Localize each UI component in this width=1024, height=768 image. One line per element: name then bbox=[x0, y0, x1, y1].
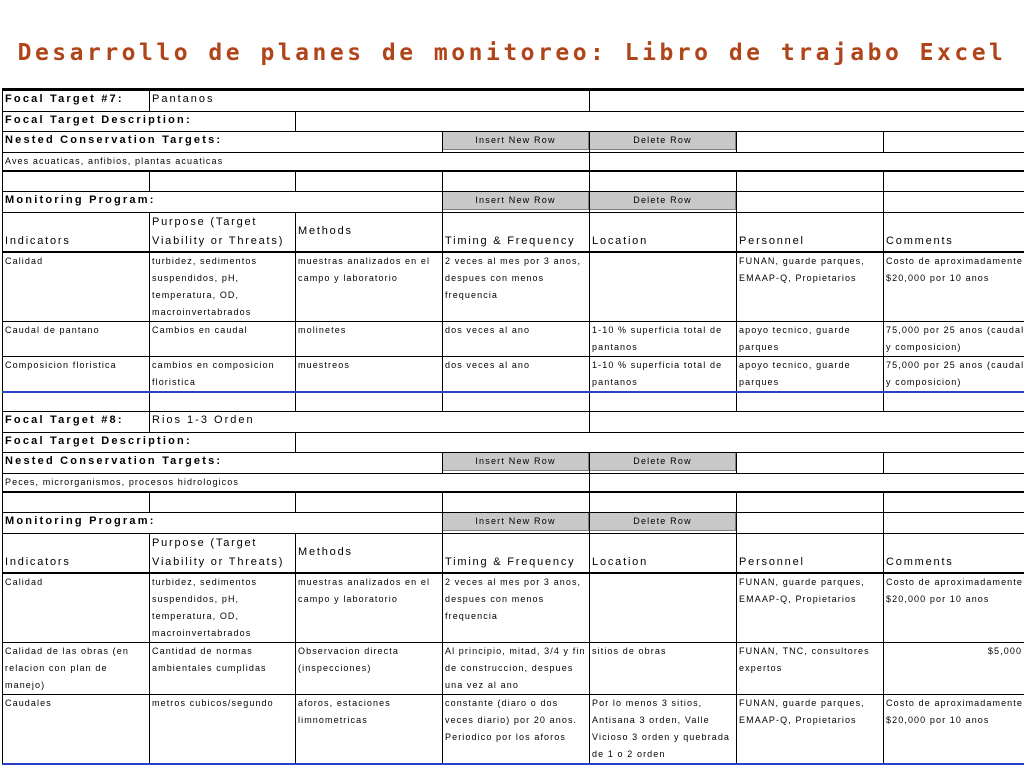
location-cell[interactable] bbox=[590, 252, 737, 322]
insert-row-button[interactable]: Insert New Row bbox=[443, 513, 589, 531]
timing-cell[interactable]: 2 veces al mes por 3 anos, despues con menos frequencia bbox=[443, 252, 590, 322]
cell[interactable] bbox=[884, 453, 1024, 474]
purpose-cell[interactable]: turbidez, sedimentos suspendidos, pH, temperatura, OD, macroinvertabrados bbox=[150, 573, 296, 643]
table-row bbox=[3, 642, 1024, 694]
cell[interactable] bbox=[3, 392, 150, 412]
insert-row-button[interactable]: Insert New Row bbox=[443, 453, 589, 471]
cell[interactable] bbox=[590, 392, 737, 412]
insert-row-button[interactable]: Insert New Row bbox=[443, 192, 589, 210]
monitoring-table bbox=[2, 90, 1024, 765]
cell[interactable] bbox=[443, 392, 590, 412]
timing-cell[interactable]: 2 veces al mes por 3 anos, despues con menos frequencia bbox=[443, 573, 590, 643]
cell[interactable] bbox=[884, 392, 1024, 412]
cell[interactable] bbox=[737, 453, 884, 474]
monitoring-label-8: Monitoring Program: bbox=[3, 512, 443, 533]
col-indicators: Indicators bbox=[3, 533, 150, 573]
personnel-cell[interactable]: FUNAN, guarde parques, EMAAP-Q, Propietarios bbox=[737, 694, 884, 764]
location-cell[interactable]: sitios de obras bbox=[590, 642, 737, 694]
description-cell-7[interactable] bbox=[296, 112, 1024, 132]
description-cell-8[interactable] bbox=[296, 433, 1024, 453]
description-label-8: Focal Target Description: bbox=[3, 433, 296, 453]
monitoring-label-7: Monitoring Program: bbox=[3, 191, 443, 212]
focal-target-7-blank[interactable] bbox=[590, 91, 1024, 112]
methods-cell[interactable]: muestras analizados en el campo y laboratorio bbox=[296, 573, 443, 643]
cell[interactable] bbox=[737, 132, 884, 153]
description-label-7: Focal Target Description: bbox=[3, 112, 296, 132]
cell[interactable] bbox=[884, 512, 1024, 533]
focal-target-7-name[interactable]: Pantanos bbox=[150, 91, 590, 112]
table-row bbox=[3, 573, 1024, 643]
cell[interactable] bbox=[737, 171, 884, 191]
indicator-cell[interactable]: Calidad bbox=[3, 573, 150, 643]
col-purpose: Purpose (Target Viability or Threats) bbox=[150, 533, 296, 573]
personnel-cell[interactable]: FUNAN, TNC, consultores expertos bbox=[737, 642, 884, 694]
cell[interactable] bbox=[737, 492, 884, 512]
col-timing: Timing & Frequency bbox=[443, 533, 590, 573]
comments-cell[interactable]: Costo de aproximadamente $20,000 por 10 anos bbox=[884, 573, 1024, 643]
col-location: Location bbox=[590, 212, 737, 252]
cell[interactable] bbox=[150, 171, 296, 191]
comments-cell[interactable]: Costo de aproximadamente $20,000 por 10 anos bbox=[884, 252, 1024, 322]
nested-label-7: Nested Conservation Targets: bbox=[3, 132, 443, 153]
focal-target-8-label: Focal Target #8: bbox=[3, 412, 150, 433]
nested-label-8: Nested Conservation Targets: bbox=[3, 453, 443, 474]
location-cell[interactable]: Por lo menos 3 sitios, Antisana 3 orden, Valle Vicioso 3 orden y quebrada de 1 o 2 orden bbox=[590, 694, 737, 764]
nested-list-8[interactable]: Peces, microrganismos, procesos hidrologicos bbox=[3, 474, 590, 493]
timing-cell[interactable]: constante (diaro o dos veces diario) por 20 anos. Periodico por los aforos bbox=[443, 694, 590, 764]
comments-cell[interactable]: 75,000 por 25 anos (caudal y composicion) bbox=[884, 321, 1024, 356]
indicator-cell[interactable]: Composicion floristica bbox=[3, 356, 150, 392]
cell[interactable] bbox=[296, 392, 443, 412]
focal-target-8-name[interactable]: Rios 1-3 Orden bbox=[150, 412, 590, 433]
cell[interactable] bbox=[3, 171, 150, 191]
cell[interactable] bbox=[590, 153, 1024, 172]
timing-cell[interactable]: dos veces al ano bbox=[443, 356, 590, 392]
timing-cell[interactable]: dos veces al ano bbox=[443, 321, 590, 356]
table-row bbox=[3, 321, 1024, 356]
delete-row-button[interactable]: Delete Row bbox=[590, 453, 736, 471]
col-methods: Methods bbox=[296, 212, 443, 252]
comments-cell[interactable]: $5,000 bbox=[884, 642, 1024, 694]
col-comments: Comments bbox=[884, 212, 1024, 252]
focal-target-7-label: Focal Target #7: bbox=[3, 91, 150, 112]
cell[interactable] bbox=[150, 392, 296, 412]
col-personnel: Personnel bbox=[737, 212, 884, 252]
cell[interactable] bbox=[590, 171, 737, 191]
personnel-cell[interactable]: apoyo tecnico, guarde parques bbox=[737, 321, 884, 356]
indicator-cell[interactable]: Caudal de pantano bbox=[3, 321, 150, 356]
indicator-cell[interactable]: Caudales bbox=[3, 694, 150, 764]
cell[interactable] bbox=[737, 392, 884, 412]
cell[interactable] bbox=[3, 492, 150, 512]
methods-cell[interactable]: aforos, estaciones limnometricas bbox=[296, 694, 443, 764]
methods-cell[interactable]: muestras analizados en el campo y laboratorio bbox=[296, 252, 443, 322]
col-indicators: Indicators bbox=[3, 212, 150, 252]
spreadsheet bbox=[2, 88, 1024, 760]
col-methods: Methods bbox=[296, 533, 443, 573]
cell[interactable] bbox=[590, 474, 1024, 493]
methods-cell[interactable]: Observacion directa (inspecciones) bbox=[296, 642, 443, 694]
purpose-cell[interactable]: Cantidad de normas ambientales cumplidas bbox=[150, 642, 296, 694]
comments-cell[interactable]: 75,000 por 25 anos (caudal y composicion) bbox=[884, 356, 1024, 392]
col-comments: Comments bbox=[884, 533, 1024, 573]
personnel-cell[interactable]: FUNAN, guarde parques, EMAAP-Q, Propietarios bbox=[737, 252, 884, 322]
cell[interactable] bbox=[884, 492, 1024, 512]
purpose-cell[interactable]: metros cubicos/segundo bbox=[150, 694, 296, 764]
personnel-cell[interactable]: apoyo tecnico, guarde parques bbox=[737, 356, 884, 392]
col-location: Location bbox=[590, 533, 737, 573]
indicator-cell[interactable]: Calidad bbox=[3, 252, 150, 322]
col-personnel: Personnel bbox=[737, 533, 884, 573]
insert-row-button[interactable]: Insert New Row bbox=[443, 132, 589, 150]
col-timing: Timing & Frequency bbox=[443, 212, 590, 252]
comments-cell[interactable]: Costo de aproximadamente $20,000 por 10 anos bbox=[884, 694, 1024, 764]
purpose-cell[interactable]: turbidez, sedimentos suspendidos, pH, temperatura, OD, macroinvertabrados bbox=[150, 252, 296, 322]
cell[interactable] bbox=[737, 512, 884, 533]
cell[interactable] bbox=[884, 191, 1024, 212]
purpose-cell[interactable]: cambios en composicion floristica bbox=[150, 356, 296, 392]
table-row bbox=[3, 694, 1024, 764]
timing-cell[interactable]: Al principio, mitad, 3/4 y fin de construccion, despues una vez al ano bbox=[443, 642, 590, 694]
methods-cell[interactable]: molinetes bbox=[296, 321, 443, 356]
cell[interactable] bbox=[884, 171, 1024, 191]
cell[interactable] bbox=[296, 492, 443, 512]
delete-row-button[interactable]: Delete Row bbox=[590, 192, 736, 210]
table-row bbox=[3, 252, 1024, 322]
location-cell[interactable] bbox=[590, 573, 737, 643]
table-row bbox=[3, 356, 1024, 392]
delete-row-button[interactable]: Delete Row bbox=[590, 513, 736, 531]
personnel-cell[interactable]: FUNAN, guarde parques, EMAAP-Q, Propietarios bbox=[737, 573, 884, 643]
purpose-cell[interactable]: Cambios en caudal bbox=[150, 321, 296, 356]
cell[interactable] bbox=[590, 492, 737, 512]
delete-row-button[interactable]: Delete Row bbox=[590, 132, 736, 150]
nested-list-7[interactable]: Aves acuaticas, anfibios, plantas acuaticas bbox=[3, 153, 590, 172]
col-purpose: Purpose (Target Viability or Threats) bbox=[150, 212, 296, 252]
location-cell[interactable]: 1-10 % superficia total de pantanos bbox=[590, 321, 737, 356]
focal-target-8-blank[interactable] bbox=[590, 412, 1024, 433]
cell[interactable] bbox=[443, 492, 590, 512]
cell[interactable] bbox=[443, 171, 590, 191]
cell[interactable] bbox=[296, 171, 443, 191]
location-cell[interactable]: 1-10 % superficia total de pantanos bbox=[590, 356, 737, 392]
slide-title: Desarrollo de planes de monitoreo: Libro de trajabo Excel bbox=[17, 40, 1007, 66]
cell[interactable] bbox=[884, 132, 1024, 153]
cell[interactable] bbox=[737, 191, 884, 212]
cell[interactable] bbox=[150, 492, 296, 512]
methods-cell[interactable]: muestreos bbox=[296, 356, 443, 392]
indicator-cell[interactable]: Calidad de las obras (en relacion con plan de manejo) bbox=[3, 642, 150, 694]
